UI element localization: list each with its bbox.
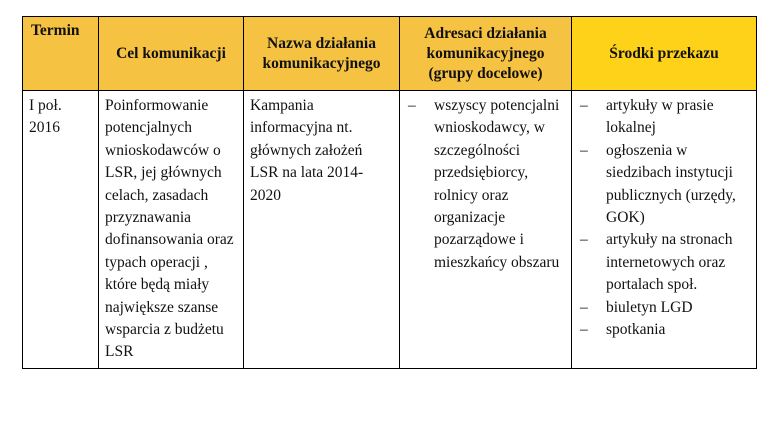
list-item [578, 95, 750, 140]
adresaci-list [406, 95, 565, 274]
dash-icon: – [408, 97, 416, 114]
dash-icon: – [580, 298, 588, 316]
dash-icon: – [580, 321, 588, 339]
cell-nazwa [244, 91, 400, 369]
adresaci-item-text: wszyscy potencjalni wnioskodawcy, w szczególności przedsiębiorcy, rolnicy oraz organizacje pozarządowe i mieszkańcy obszaru [434, 97, 560, 271]
srodki-item-text: ogłoszenia w siedzibach instytucji publicznych (urzędy, GOK) [606, 141, 736, 227]
list-item [406, 95, 565, 274]
table-header-row [23, 17, 757, 91]
cell-srodki [572, 91, 757, 369]
communication-plan-table [22, 16, 757, 369]
srodki-list [578, 95, 750, 341]
termin-text: I poł. 2016 [29, 97, 62, 137]
cell-termin [23, 91, 99, 369]
srodki-item-text: biuletyn LGD [606, 298, 693, 316]
header-adresaci: Adresaci działania komunikacyjnego (grupy docelowe) [400, 17, 572, 91]
srodki-item-text: spotkania [606, 321, 666, 339]
dash-icon: – [580, 97, 588, 114]
header-srodki-przekazu: Środki przekazu [572, 17, 757, 91]
nazwa-text: Kampania informacyjna nt. głównych założeń LSR na lata 2014-2020 [250, 97, 364, 204]
srodki-item-text: artykuły na stronach internetowych oraz portalach społ. [606, 231, 733, 294]
list-item [578, 297, 750, 319]
table-row [23, 91, 757, 369]
dash-icon: – [580, 231, 588, 249]
cell-cel [99, 91, 244, 369]
cel-text: Poinformowanie potencjalnych wnioskodawców o LSR, jej głównych celach, zasadach przyznawania dofinansowania oraz typach operacji , które będą miały największe szanse wsparcia z budżetu LSR [105, 97, 234, 361]
dash-icon: – [580, 141, 588, 159]
list-item [578, 140, 750, 230]
header-cel-komunikacji: Cel komunikacji [99, 17, 244, 91]
cell-adresaci [400, 91, 572, 369]
list-item [578, 229, 750, 296]
header-nazwa-dzialania: Nazwa działania komunikacyjnego [244, 17, 400, 91]
list-item [578, 319, 750, 341]
header-termin: Termin [23, 17, 99, 91]
srodki-item-text: artykuły w prasie lokalnej [606, 97, 714, 137]
